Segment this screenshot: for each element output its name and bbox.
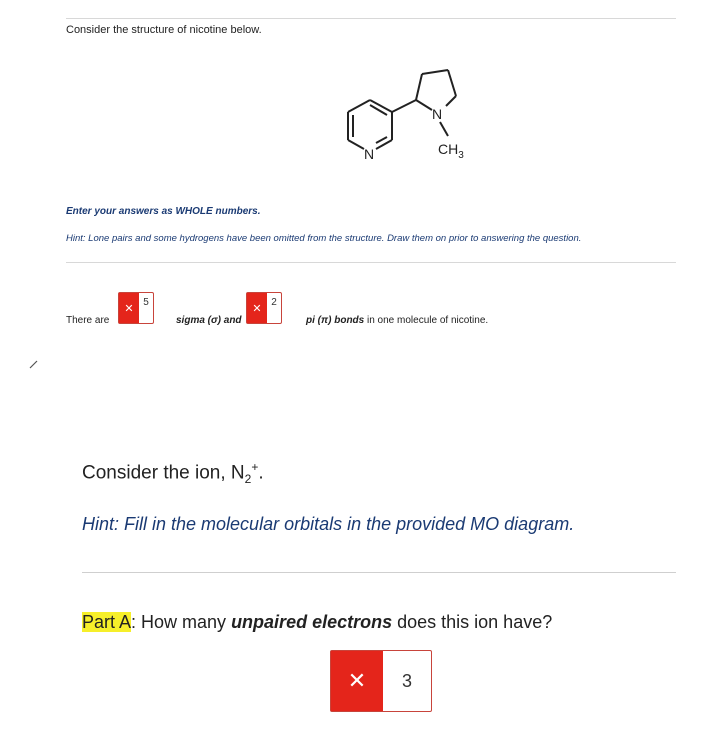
pi-label-bold: pi (π) bonds [306,315,365,326]
sigma-answer-value[interactable]: 5 [143,297,149,308]
unpaired-electrons-answer-box[interactable] [330,650,432,712]
unpaired-electrons-answer-value[interactable]: 3 [401,670,412,691]
question-intro: Consider the structure of nicotine below. [66,24,262,36]
pi-label [306,315,488,326]
edit-stroke-icon [28,358,40,370]
hint-text: Hint: Lone pairs and some hydrogens have been omitted from the structure. Draw them on prior to answering the question. [66,233,582,244]
nicotine-structure-image [320,52,500,182]
section-divider [82,572,676,573]
incorrect-x-icon: ✕ [247,293,267,323]
part-a-question: Part A: How many unpaired electrons does this ion have? [82,612,553,632]
incorrect-x-icon: ✕ [119,293,139,323]
pyridine-n-label: N [364,146,375,162]
unpaired-electrons-emphasis: unpaired electrons [231,612,393,632]
sigma-answer-box[interactable] [118,292,154,324]
methyl-label: $CH_3$ [438,141,464,161]
instruction-text: Enter your answers as WHOLE numbers. [66,206,261,217]
pyrrolidine-n-label: N [432,106,443,122]
pi-label-rest: in one molecule of nicotine. [364,315,489,326]
top-divider [66,18,676,19]
part-a-label: Part A [82,612,132,632]
pyridine-ring [348,100,392,149]
mo-hint-text: Hint: Fill in the molecular orbitals in the provided MO diagram. [82,514,575,534]
pi-answer-value[interactable]: 2 [271,297,277,308]
incorrect-x-icon: ✕ [331,651,383,711]
ion-question-title: Consider the ion, $N_2^+$. [82,460,264,487]
pyrrolidine-ring [392,70,456,136]
sigma-label: sigma (σ) and [176,315,242,326]
sentence-start: There are [66,315,110,326]
section-divider [66,262,676,263]
pi-answer-box[interactable] [246,292,282,324]
